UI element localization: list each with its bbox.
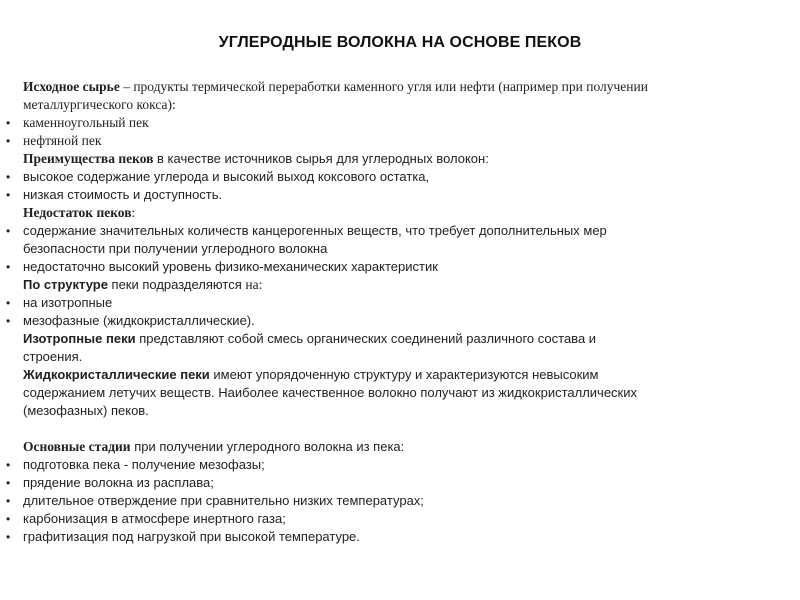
list-item: • высокое содержание углерода и высокий выход коксового остатка, xyxy=(0,168,790,186)
raw-material-term: Исходное сырье xyxy=(23,79,120,94)
lc-text: имеют упорядоченную структуру и характеризуются невысоким xyxy=(209,367,599,382)
list-item: • карбонизация в атмосфере инертного газа; xyxy=(0,510,790,528)
isotropic-term: Изотропные пеки xyxy=(23,331,136,346)
structure-term: По структуре xyxy=(23,277,108,292)
list-item: • мезофазные (жидкокристаллические). xyxy=(0,312,790,330)
stages-term: Основные стадии xyxy=(23,439,131,454)
list-item: • нефтяной пек xyxy=(0,132,790,150)
list-item: • прядение волокна из расплава; xyxy=(0,474,790,492)
lc-term: Жидкокристаллические пеки xyxy=(23,367,210,382)
advantages-paragraph xyxy=(0,150,790,168)
document-body xyxy=(0,78,790,546)
lc-text-cont: (мезофазных) пеков. xyxy=(23,403,149,418)
lc-paragraph xyxy=(0,366,790,384)
raw-material-text: – продукты термической переработки каменного угля или нефти (например при получении xyxy=(119,79,648,94)
structure-paragraph xyxy=(0,276,790,294)
page-title: УГЛЕРОДНЫЕ ВОЛОКНА НА ОСНОВЕ ПЕКОВ xyxy=(218,34,582,51)
list-item: • каменноугольный пек xyxy=(0,114,790,132)
advantages-text: в качестве источников сырья для углеродных волокон: xyxy=(153,151,489,166)
disadvantages-paragraph xyxy=(0,204,790,222)
list-item-cont: безопасности при получении углеродного волокна xyxy=(23,241,328,256)
disadvantages-text: : xyxy=(131,205,136,220)
advantages-term: Преимущества пеков xyxy=(23,151,154,166)
structure-text-end: на: xyxy=(245,277,263,292)
list-item: • на изотропные xyxy=(0,294,790,312)
stages-text: при получении углеродного волокна из пека: xyxy=(130,439,405,454)
list-item: • подготовка пека - получение мезофазы; xyxy=(0,456,790,474)
isotropic-text: представляют собой смесь органических соединений различного состава и xyxy=(135,331,597,346)
raw-material-paragraph xyxy=(0,78,790,96)
stages-paragraph xyxy=(0,438,790,456)
list-item: • низкая стоимость и доступность. xyxy=(0,186,790,204)
isotropic-text-cont: строения. xyxy=(23,349,83,364)
structure-text: пеки подразделяются xyxy=(107,277,246,292)
spacer xyxy=(0,420,790,438)
list-item: • содержание значительных количеств канцерогенных веществ, что требует дополнительных мер xyxy=(0,222,790,240)
list-item: • длительное отверждение при сравнительно низких температурах; xyxy=(0,492,790,510)
raw-material-text-cont: металлургического кокса): xyxy=(23,97,176,112)
list-item: • графитизация под нагрузкой при высокой температуре. xyxy=(0,528,790,546)
isotropic-paragraph xyxy=(0,330,790,348)
disadvantages-term: Недостаток пеков xyxy=(23,205,132,220)
list-item: • недостаточно высокий уровень физико-механических характеристик xyxy=(0,258,790,276)
lc-text-cont: содержанием летучих веществ. Наиболее качественное волокно получают из жидкокристаллических xyxy=(23,385,638,400)
